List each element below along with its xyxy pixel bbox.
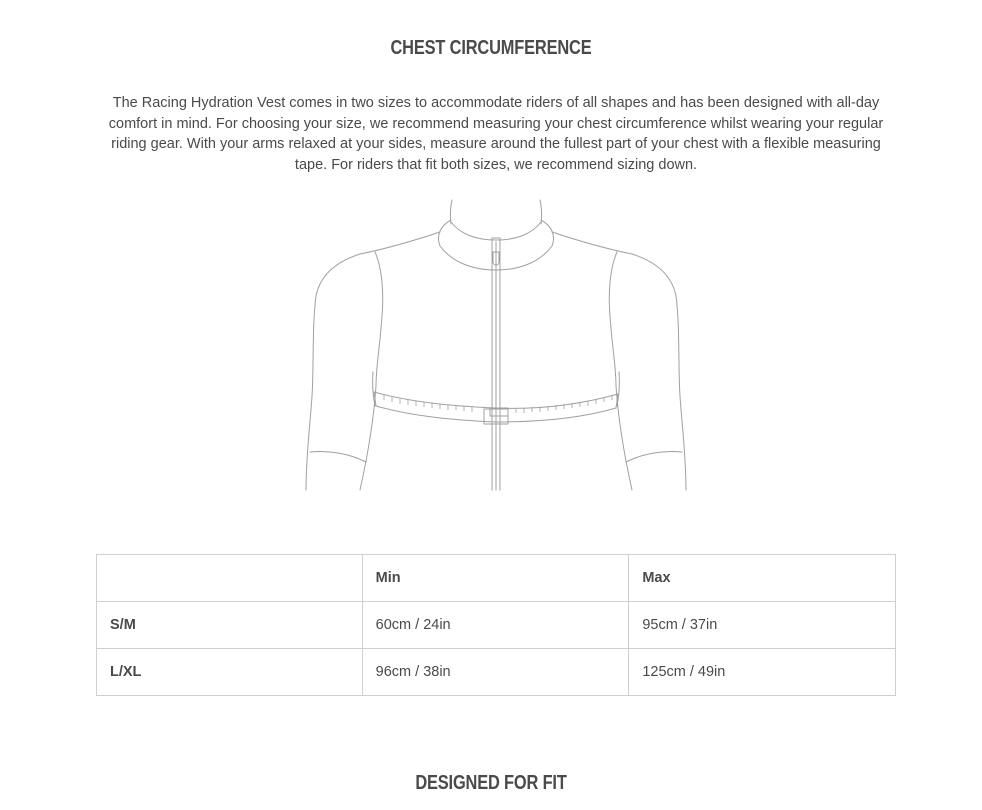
designed-for-fit-title: DESIGNED FOR FIT [415, 772, 567, 794]
chest-circumference-title: CHEST CIRCUMFERENCE [390, 37, 592, 59]
header-min: Min [362, 555, 629, 602]
size-min: 96cm / 38in [362, 649, 629, 696]
chest-measurement-description: The Racing Hydration Vest comes in two sizes to accommodate riders of all shapes and has been designed with all-day comfort in mind. For choosing your size, we recommend measuring your chest circumference whilst wearing your regular riding gear. With your arms relaxed at your sides, measure around the fullest part of your chest with a flexible measuring tape. For riders that fit both sizes, we recommend sizing down. [108, 95, 884, 173]
jersey-chest-measurement-illustration [300, 196, 692, 494]
size-max: 95cm / 37in [629, 602, 896, 649]
size-label: L/XL [97, 649, 363, 696]
size-max: 125cm / 49in [629, 649, 896, 696]
header-max: Max [629, 555, 896, 602]
header-size [97, 555, 363, 602]
size-chart-table [96, 554, 896, 696]
table-row [97, 602, 896, 649]
table-header-row [97, 555, 896, 602]
table-row [97, 649, 896, 696]
jersey-outline-icon [300, 196, 692, 494]
size-label: S/M [97, 602, 363, 649]
size-min: 60cm / 24in [362, 602, 629, 649]
